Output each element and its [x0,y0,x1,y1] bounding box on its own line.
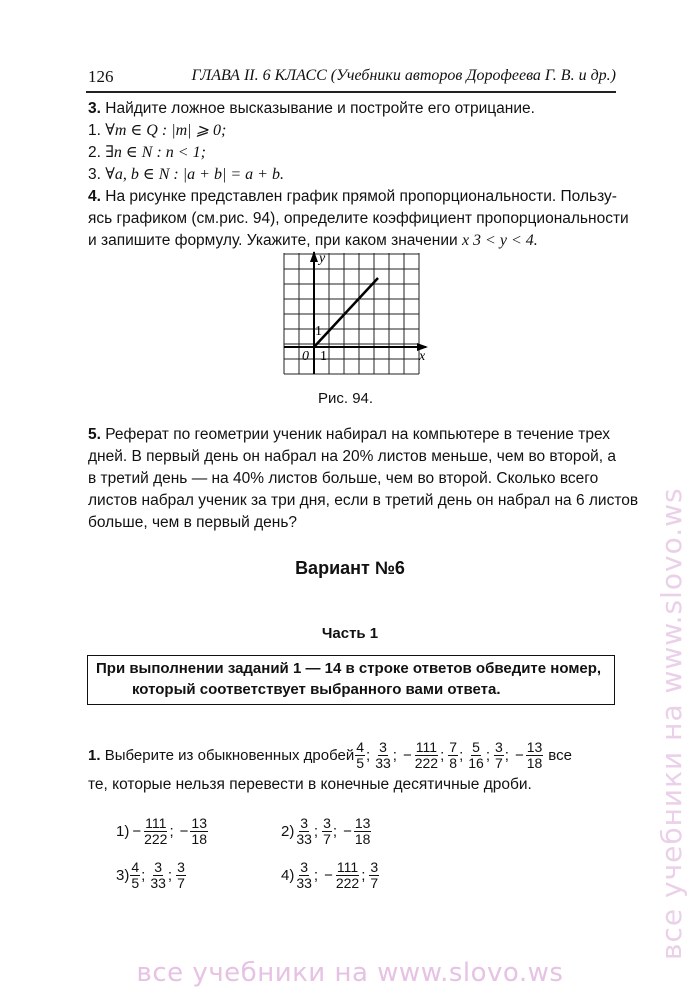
task-3 [88,98,535,120]
minus-sign: − [179,823,189,840]
fraction [130,860,140,891]
figure-caption: Рис. 94. [318,390,374,407]
minus-sign: − [324,867,333,884]
y-axis-arrow [310,251,318,262]
fraction [295,860,313,891]
fraction-denominator: 33 [150,875,166,891]
fraction-numerator: 3 [300,859,309,875]
separator: ; [459,747,464,764]
item-math: ∀m ∈ Q : |m| ⩾ 0; [105,122,227,139]
task-5-text: Реферат по геометрии ученик набирал на компьютере в течение трех [105,426,610,443]
answer-option-label: 1) [116,823,130,840]
question-1-fractions [354,740,544,771]
fraction-denominator: 33 [296,831,312,847]
separator: ; [167,867,173,884]
task-3-item-3 [88,164,284,186]
task-3-text: Найдите ложное высказывание и постройте его отрицание. [105,100,535,117]
fraction-numerator: 3 [154,859,162,875]
separator: ; [366,747,371,764]
fraction-numerator: 7 [449,739,458,755]
item-label: 1. [88,122,101,139]
fraction-numerator: 13 [354,815,371,831]
fraction-numerator: 3 [379,739,387,755]
fraction-denominator: 18 [526,755,543,771]
separator: ; [313,867,319,884]
fraction-numerator: 3 [300,815,309,831]
answer-option-3[interactable] [116,860,187,891]
figure-94-graph [280,250,430,380]
x-unit-label: 1 [320,349,327,364]
task-4-number: 4. [88,188,101,205]
minus-sign: − [343,823,352,840]
origin-label: 0 [302,349,309,364]
fraction-numerator: 3 [494,739,503,755]
task-4-line-3 [88,230,538,252]
fraction-denominator: 7 [494,755,503,771]
fraction-denominator: 222 [335,875,360,891]
answer-option-1[interactable] [116,816,209,847]
instructions-line-1: При выполнении заданий 1 — 14 в строке ответов обведите номер, [96,660,602,677]
x-axis-label: x [419,349,426,364]
fraction-denominator: 8 [449,755,458,771]
fraction-numerator: 13 [191,815,207,831]
question-1-text: Выберите из обыкновенных дробей [104,747,355,764]
fraction-denominator: 222 [144,831,168,847]
fraction [369,860,379,891]
fraction-denominator: 7 [370,875,379,891]
fraction-denominator: 18 [191,831,207,847]
question-1-line-1 [88,740,572,771]
fraction [190,816,208,847]
separator: ; [361,867,366,884]
answer-option-label: 3) [116,867,130,884]
task-5-line-2: дней. В первый день он набрал на 20% листов меньше, чем во второй, а [88,448,617,465]
task-5-line-3: в третий день — на 40% листов больше, чем во второй. Сколько всего [88,470,599,487]
item-math: ∀a, b ∈ N : |a + b| = a + b. [105,166,284,183]
question-1-line-2: те, которые нельзя перевести в конечные десятичные дроби. [88,776,532,793]
fraction-numerator: 5 [472,739,480,755]
fraction-denominator: 222 [414,755,439,771]
answer-option-label: 4) [281,867,295,884]
separator: ; [141,867,146,884]
fraction-denominator: 33 [375,755,391,771]
fraction-numerator: 111 [415,739,438,755]
fraction [526,740,544,771]
item-label: 3. [88,166,101,183]
fraction-denominator: 18 [354,831,371,847]
task-3-item-2 [88,142,206,164]
item-label: 2. [88,144,101,161]
task-4-line-2: ясь графиком (см.рис. 94), определите коэффициент пропорциональности [88,210,629,227]
fraction [355,740,365,771]
separator: ; [332,823,338,840]
minus-sign: − [514,747,524,764]
minus-sign: − [402,747,412,764]
fraction-numerator: 111 [336,859,359,875]
separator: ; [504,747,509,764]
fraction [414,740,439,771]
separator: ; [313,823,319,840]
fraction [494,740,504,771]
answer-option-4[interactable] [281,860,380,891]
fraction-numerator: 13 [526,739,543,755]
fraction-denominator: 7 [323,831,331,847]
fraction-numerator: 4 [356,739,365,755]
item-math: ∃n ∈ N : n < 1; [105,144,206,161]
task-5-number: 5. [88,426,101,443]
fraction [143,816,168,847]
fraction [374,740,392,771]
variant-title: Вариант №6 [295,558,405,578]
minus-sign: − [132,823,142,840]
header-rule [86,91,616,93]
task-5-line-1 [88,424,610,446]
fraction [295,816,313,847]
fraction [149,860,167,891]
fraction-numerator: 3 [177,859,185,875]
fraction [354,816,372,847]
fraction [176,860,186,891]
fraction-denominator: 16 [468,755,484,771]
task-4-text: На рисунке представлен график прямой пропорциональности. Пользу- [105,188,617,205]
fraction [467,740,485,771]
instructions-line-2: который соответствует выбранного вами ответа. [132,681,501,698]
task-3-item-1 [88,120,226,142]
question-1-number: 1. [88,747,101,764]
separator: ; [392,747,397,764]
fraction [448,740,458,771]
fraction-numerator: 4 [131,859,140,875]
answer-option-fractions [129,816,209,847]
fraction-denominator: 5 [356,755,365,771]
task-5-line-5: больше, чем в первый день? [88,514,298,531]
watermark-side: все учебники на www.slovo.ws [655,487,688,960]
task-5-line-4: листов набрал ученик за три дня, если в третий день он набрал на 6 листов [88,492,639,509]
task-4-math: x 3 < y < 4. [461,232,538,249]
fraction [335,860,360,891]
fraction-denominator: 7 [177,875,185,891]
question-1-text-after: все [548,747,572,764]
fraction-numerator: 3 [323,815,331,831]
fraction-denominator: 33 [296,875,312,891]
separator: ; [169,823,174,840]
page-number: 126 [88,67,114,86]
y-axis-label: y [319,251,326,266]
fraction-denominator: 5 [131,875,140,891]
answer-option-label: 2) [281,823,295,840]
answer-option-2[interactable] [281,816,372,847]
fraction [322,816,332,847]
y-unit-label: 1 [315,324,322,339]
separator: ; [485,747,490,764]
task-4-line-1 [88,186,617,208]
fraction-numerator: 111 [145,815,167,831]
part-title: Часть 1 [321,625,379,642]
answer-option-fractions [294,860,380,891]
answer-option-fractions [294,816,372,847]
proportionality-line [314,278,378,347]
fraction-numerator: 3 [370,859,379,875]
watermark-bottom: все учебники на www.slovo.ws [136,958,564,988]
answer-option-fractions [129,860,187,891]
task-4-text: и запишите формулу. Укажите, при каком значении [88,232,458,249]
separator: ; [440,747,445,764]
running-title: ГЛАВА II. 6 КЛАСС (Учебники авторов Дорофеева Г. В. и др.) [191,67,616,84]
task-3-number: 3. [88,100,101,117]
